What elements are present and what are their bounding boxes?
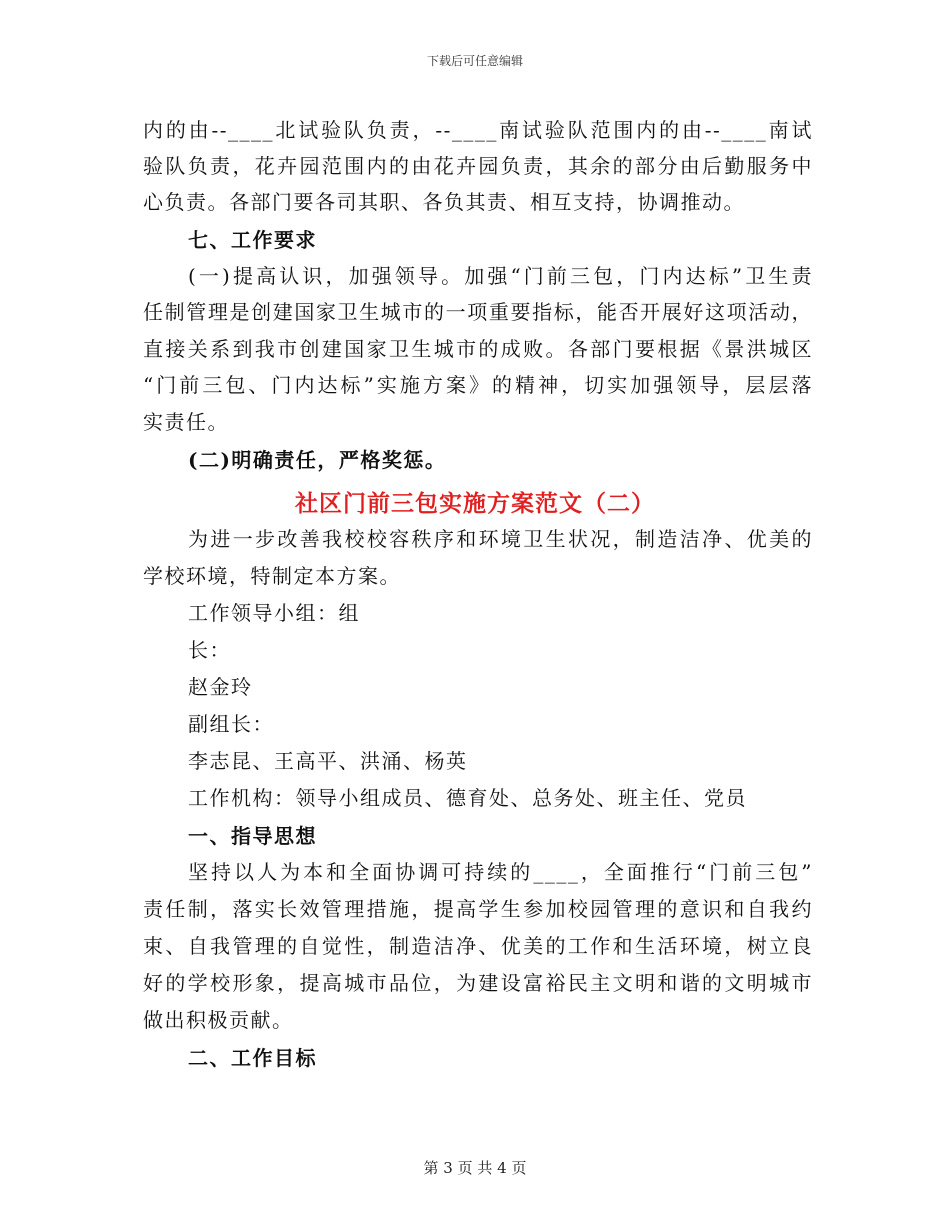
body-line: 直接关系到我市创建国家卫生城市的成败。各部门要根据《景洪城区	[143, 337, 813, 361]
body-line: 坚持以人为本和全面协调可持续的____，全面推行“门前三包”	[188, 860, 813, 884]
body-line: 责任制，落实长效管理措施，提高学生参加校园管理的意识和自我约	[143, 897, 813, 921]
body-line: 长：	[188, 638, 231, 662]
body-line: 验队负责，花卉园范围内的由花卉园负责，其余的部分由后勤服务中	[143, 154, 813, 178]
section-heading: 七、工作要求	[188, 228, 317, 252]
section-heading: (二)明确责任，严格奖惩。	[188, 448, 447, 472]
body-line: (一)提高认识，加强领导。加强“门前三包，门内达标”卫生责	[188, 264, 813, 288]
section-heading: 一、指导思想	[188, 824, 317, 848]
body-line: 工作机构：领导小组成员、德育处、总务处、班主任、党员	[188, 786, 747, 810]
body-line: “门前三包、门内达标”实施方案》的精神，切实加强领导，层层落	[143, 373, 813, 397]
section-heading: 二、工作目标	[188, 1046, 317, 1070]
body-line: 实责任。	[143, 410, 229, 434]
document-title: 社区门前三包实施方案范文（二）	[295, 490, 655, 517]
body-line: 好的学校形象，提高城市品位，为建设富裕民主文明和谐的文明城市	[143, 971, 813, 995]
body-line: 副组长：	[188, 712, 274, 736]
body-line: 心负责。各部门要各司其职、各负其责、相互支持，协调推动。	[143, 190, 745, 214]
body-line: 工作领导小组：组	[188, 601, 360, 625]
body-line: 内的由--____北试验队负责，--____南试验队范围内的由--____南试	[143, 118, 813, 142]
body-line: 李志昆、王高平、洪涌、杨英	[188, 749, 468, 773]
body-line: 为进一步改善我校校容秩序和环境卫生状况，制造洁净、优美的	[188, 527, 813, 551]
page-footer: 第 3 页 共 4 页	[423, 1159, 527, 1177]
body-line: 任制管理是创建国家卫生城市的一项重要指标，能否开展好这项活动，	[143, 300, 813, 324]
body-line: 赵金玲	[188, 675, 253, 699]
page-header: 下载后可任意编辑	[426, 54, 523, 68]
body-line: 束、自我管理的自觉性，制造洁净、优美的工作和生活环境，树立良	[143, 934, 813, 958]
body-line: 做出积极贡献。	[143, 1008, 294, 1032]
body-line: 学校环境，特制定本方案。	[143, 564, 401, 588]
